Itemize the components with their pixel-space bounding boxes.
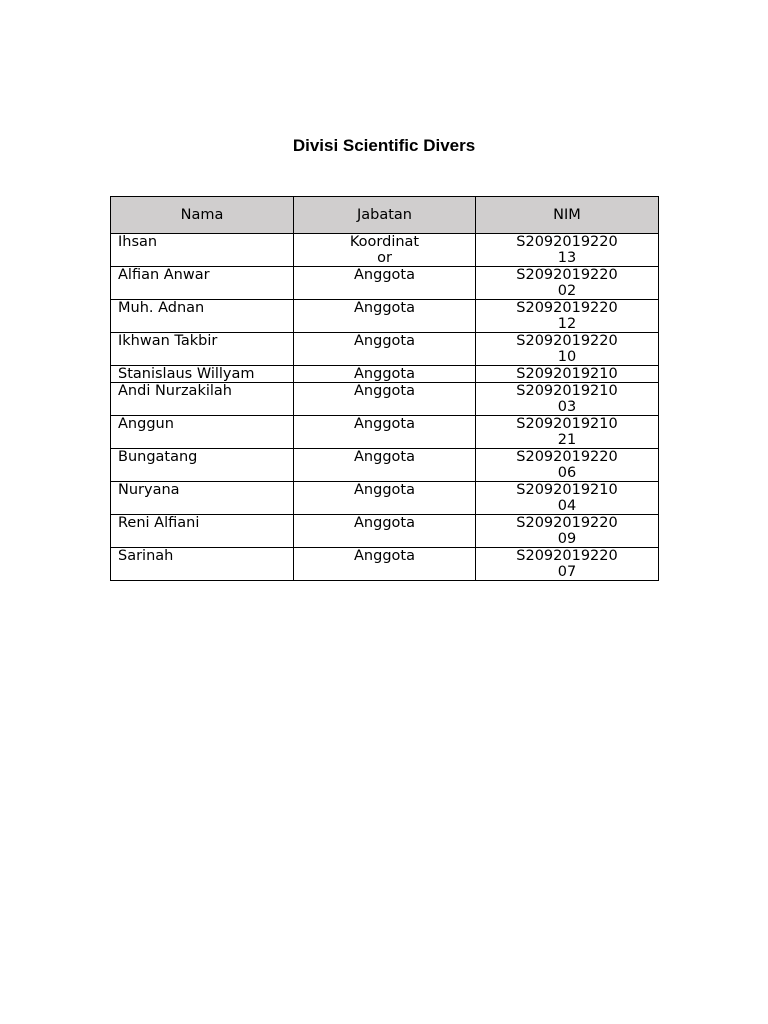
- table-row: [111, 482, 659, 515]
- cell-nama: Sarinah: [111, 548, 294, 581]
- member-table: [110, 196, 659, 581]
- cell-jabatan: [294, 300, 476, 333]
- cell-jabatan-line: Anggota: [354, 300, 415, 316]
- cell-jabatan: [294, 383, 476, 416]
- cell-nama: Reni Alfiani: [111, 515, 294, 548]
- table-row: [111, 383, 659, 416]
- cell-nim-line: S2092019210: [516, 383, 618, 399]
- cell-jabatan: [294, 449, 476, 482]
- cell-nama: Andi Nurzakilah: [111, 383, 294, 416]
- cell-nim-line: S2092019220: [516, 300, 618, 316]
- column-header-nim: NIM: [476, 197, 659, 234]
- table-row: [111, 548, 659, 581]
- cell-nim: [476, 234, 659, 267]
- cell-nama: Anggun: [111, 416, 294, 449]
- cell-jabatan: [294, 515, 476, 548]
- table-row: [111, 300, 659, 333]
- cell-nim: [476, 482, 659, 515]
- cell-nim-line: 12: [557, 316, 577, 332]
- cell-nim-line: S2092019220: [516, 234, 618, 250]
- cell-nim: [476, 366, 659, 383]
- table-row: [111, 416, 659, 449]
- cell-nim-line: S2092019220: [516, 333, 618, 349]
- table-row: [111, 234, 659, 267]
- table-row: [111, 267, 659, 300]
- cell-nama: Ikhwan Takbir: [111, 333, 294, 366]
- cell-nama: Alfian Anwar: [111, 267, 294, 300]
- cell-nim-line: S2092019210: [516, 366, 618, 382]
- cell-nim-line: S2092019220: [516, 548, 618, 564]
- cell-nama: Ihsan: [111, 234, 294, 267]
- cell-nim-line: 13: [557, 250, 577, 266]
- table-row: [111, 515, 659, 548]
- cell-jabatan: [294, 267, 476, 300]
- column-header-jabatan: Jabatan: [294, 197, 476, 234]
- cell-nim: [476, 548, 659, 581]
- cell-jabatan-line: Anggota: [354, 416, 415, 432]
- cell-jabatan-line: Anggota: [354, 482, 415, 498]
- table-header-row: [111, 197, 659, 234]
- cell-jabatan-line: Koordinat: [349, 234, 420, 250]
- cell-jabatan: [294, 234, 476, 267]
- cell-nim: [476, 416, 659, 449]
- cell-nama: Stanislaus Willyam: [111, 366, 294, 383]
- cell-nim: [476, 383, 659, 416]
- cell-jabatan: [294, 482, 476, 515]
- cell-nama: Muh. Adnan: [111, 300, 294, 333]
- cell-nim-line: S2092019210: [516, 482, 618, 498]
- cell-jabatan: [294, 416, 476, 449]
- cell-nim-line: S2092019220: [516, 267, 618, 283]
- cell-nama: Nuryana: [111, 482, 294, 515]
- cell-jabatan-line: or: [377, 250, 392, 266]
- table-row: [111, 333, 659, 366]
- cell-jabatan-line: Anggota: [354, 267, 415, 283]
- cell-nim-line: 02: [557, 283, 577, 299]
- cell-nim-line: S2092019220: [516, 515, 618, 531]
- cell-jabatan-line: Anggota: [354, 548, 415, 564]
- cell-jabatan: [294, 333, 476, 366]
- cell-nama: Bungatang: [111, 449, 294, 482]
- cell-jabatan: [294, 548, 476, 581]
- cell-jabatan: [294, 366, 476, 383]
- cell-nim-line: S2092019220: [516, 449, 618, 465]
- cell-nim-line: 06: [557, 465, 577, 481]
- cell-nim: [476, 267, 659, 300]
- table-row: [111, 366, 659, 383]
- table-row: [111, 449, 659, 482]
- cell-nim: [476, 300, 659, 333]
- cell-nim-line: 21: [557, 432, 577, 448]
- cell-jabatan-line: Anggota: [354, 333, 415, 349]
- cell-nim: [476, 515, 659, 548]
- cell-nim: [476, 333, 659, 366]
- cell-nim-line: S2092019210: [516, 416, 618, 432]
- cell-jabatan-line: Anggota: [354, 366, 415, 382]
- cell-nim: [476, 449, 659, 482]
- cell-jabatan-line: Anggota: [354, 449, 415, 465]
- cell-nim-line: 09: [557, 531, 577, 547]
- cell-jabatan-line: Anggota: [354, 515, 415, 531]
- table-body: [111, 234, 659, 581]
- cell-nim-line: 07: [557, 564, 577, 580]
- cell-jabatan-line: Anggota: [354, 383, 415, 399]
- column-header-nama: Nama: [111, 197, 294, 234]
- cell-nim-line: 10: [557, 349, 577, 365]
- cell-nim-line: 03: [557, 399, 577, 415]
- page-title: Divisi Scientific Divers: [292, 136, 476, 155]
- cell-nim-line: 04: [557, 498, 577, 514]
